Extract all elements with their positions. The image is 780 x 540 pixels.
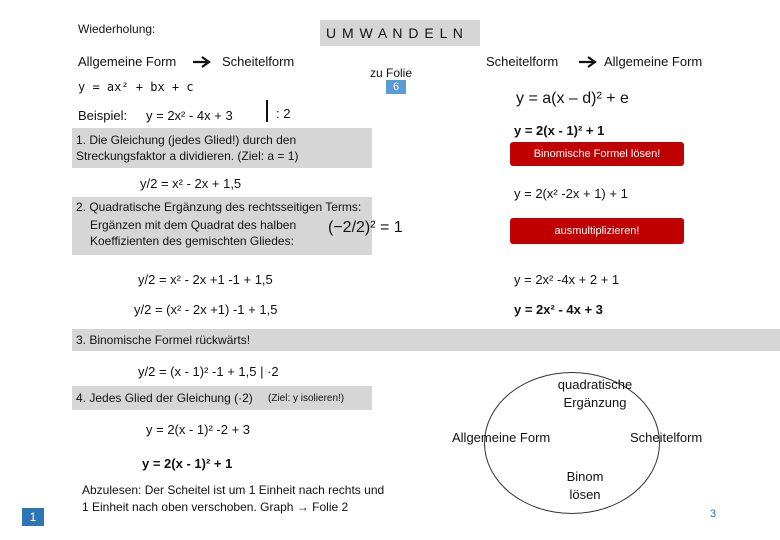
eq-expanded: y = 2x² -4x + 2 + 1	[514, 272, 620, 287]
eq-step2a: y/2 = x² - 2x +1 -1 + 1,5	[138, 272, 273, 287]
example-equation: y = 2x² - 4x + 3	[146, 108, 233, 123]
step4-text: 4. Jedes Glied der Gleichung (·2)	[76, 391, 253, 405]
step2-title: 2. Quadratische Ergänzung des rechtsseitigen Terms:	[76, 200, 362, 214]
step2-formula: (−2/2)² = 1	[328, 219, 403, 236]
divide-bar	[266, 100, 268, 122]
page-number: 3	[710, 508, 717, 520]
step2-box	[72, 197, 403, 255]
step3-text: 3. Binomische Formel rückwärts!	[76, 333, 251, 347]
step4-note: (Ziel: y isolieren!)	[268, 393, 345, 404]
eq-step2b: y/2 = (x² - 2x +1) -1 + 1,5	[134, 302, 278, 317]
cycle-right-label: Scheitelform	[630, 430, 703, 445]
eq-step4: y = 2(x - 1)² -2 + 3	[146, 422, 251, 437]
example-label: Beispiel:	[78, 108, 128, 123]
vertex-form-heading: Scheitelform	[222, 54, 295, 69]
cycle-top-label: quadratische Ergänzung	[557, 377, 633, 410]
eq-binom: y = 2(x² -2x + 1) + 1	[514, 186, 628, 201]
step3-box	[72, 329, 780, 351]
divide-marker: : 2	[276, 106, 291, 121]
result-equation: y = 2(x - 1)² + 1	[142, 456, 233, 471]
step1-box	[72, 128, 372, 168]
repetition-label: Wiederholung:	[78, 22, 156, 36]
expand-badge: ausmultiplizieren!	[510, 218, 684, 244]
step2-body: Ergänzen mit dem Quadrat des halben Koeffizienten des gemischten Gliedes:	[90, 218, 297, 248]
general-equation: y = ax² + bx + c	[78, 80, 194, 94]
slide-6-link[interactable]: 6	[386, 80, 406, 94]
eq-step3: y/2 = (x - 1)² -1 + 1,5 | ·2	[138, 364, 279, 379]
cycle-left-label: Allgemeine Form	[452, 430, 551, 445]
general-form-heading: Allgemeine Form	[78, 54, 177, 69]
home-link[interactable]: 1	[22, 508, 44, 526]
right-arrow-icon	[192, 55, 214, 69]
step4-box	[72, 386, 372, 410]
resolve-binomial-badge: Binomische Formel lösen!	[510, 142, 684, 166]
start-equation: y = 2(x - 1)² + 1	[514, 123, 605, 138]
right-general-heading: Allgemeine Form	[604, 54, 703, 69]
eq-final: y = 2x² - 4x + 3	[514, 302, 603, 317]
eq-step1: y/2 = x² - 2x + 1,5	[140, 176, 242, 191]
right-arrow-icon	[578, 55, 600, 69]
to-slide-label: zu Folie	[370, 66, 413, 80]
step1-text: 1. Die Gleichung (jedes Glied!) durch den Streckungsfaktor a dividieren. (Ziel: a = 1)	[76, 133, 299, 163]
reading-text: Abzulesen: Der Scheitel ist um 1 Einheit nach rechts und 1 Einheit nach oben verschoben. Graph → Folie 2	[82, 483, 385, 514]
page-title: U M W A N D E L N	[326, 25, 464, 41]
title-box	[320, 20, 480, 46]
general-vertex-equation: y = a(x – d)² + e	[516, 90, 629, 107]
right-vertex-heading: Scheitelform	[486, 54, 559, 69]
cycle-bottom-label: Binom lösen	[566, 469, 604, 502]
